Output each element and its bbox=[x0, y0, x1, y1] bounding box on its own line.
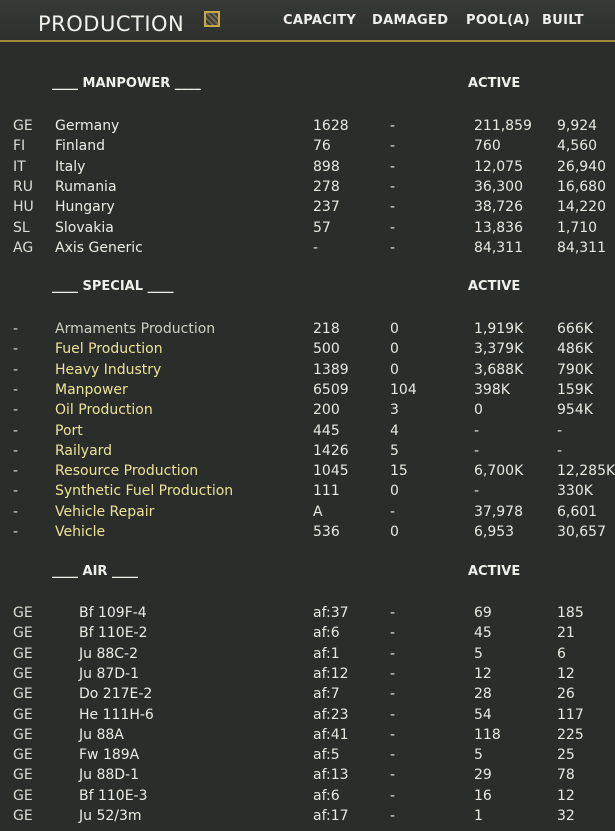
pool-value: 6,700K bbox=[474, 463, 524, 480]
capacity-value: 76 bbox=[313, 138, 331, 155]
pool-value: 760 bbox=[474, 138, 501, 155]
item-name: Heavy Industry bbox=[55, 361, 162, 378]
country-code: - bbox=[13, 463, 19, 480]
pool-value: 118 bbox=[474, 726, 501, 743]
item-name: Oil Production bbox=[55, 402, 153, 419]
item-name: Slovakia bbox=[55, 219, 114, 236]
built-value: 225 bbox=[557, 726, 584, 743]
built-value: 26,940 bbox=[557, 158, 606, 175]
section-active-air: ACTIVE bbox=[468, 564, 521, 579]
pool-value: 211,859 bbox=[474, 118, 532, 134]
country-code: HU bbox=[13, 199, 34, 216]
country-code: RU bbox=[13, 178, 33, 195]
country-code: IT bbox=[13, 158, 26, 175]
table-row[interactable] bbox=[0, 157, 615, 177]
item-name: Vehicle Repair bbox=[55, 503, 155, 520]
built-value: 666K bbox=[557, 321, 593, 337]
country-code: GE bbox=[13, 808, 33, 824]
built-value: 16,680 bbox=[557, 178, 606, 195]
capacity-value: 445 bbox=[313, 422, 340, 439]
country-code: - bbox=[13, 442, 19, 459]
built-value: - bbox=[557, 442, 563, 459]
capacity-value: 898 bbox=[313, 158, 340, 175]
built-value: - bbox=[557, 422, 563, 439]
item-name: Finland bbox=[55, 138, 106, 155]
country-code: - bbox=[13, 422, 19, 439]
country-code: - bbox=[13, 321, 19, 337]
pool-value: 5 bbox=[474, 645, 483, 662]
damaged-value: - bbox=[390, 158, 396, 175]
item-name: Hungary bbox=[55, 199, 115, 216]
capacity-value: af:17 bbox=[313, 808, 349, 824]
country-code: GE bbox=[13, 605, 33, 621]
damaged-value: - bbox=[390, 726, 396, 743]
item-name: Bf 110E-2 bbox=[79, 625, 148, 642]
page-title: PRODUCTION bbox=[38, 12, 185, 36]
country-code: - bbox=[13, 402, 19, 419]
damaged-value: 0 bbox=[390, 361, 399, 378]
country-code: GE bbox=[13, 787, 33, 804]
country-code: - bbox=[13, 361, 19, 378]
damaged-value: 5 bbox=[390, 442, 399, 459]
table-row[interactable] bbox=[0, 218, 615, 238]
table-row[interactable] bbox=[0, 177, 615, 197]
capacity-value: af:7 bbox=[313, 686, 340, 703]
table-row[interactable] bbox=[0, 644, 615, 664]
table-row[interactable] bbox=[0, 786, 615, 806]
item-name: Ju 88A bbox=[79, 726, 124, 743]
table-row[interactable] bbox=[0, 481, 615, 501]
capacity-value: af:13 bbox=[313, 767, 349, 784]
capacity-value: 536 bbox=[313, 524, 340, 540]
damaged-value: 0 bbox=[390, 524, 399, 540]
country-code: - bbox=[13, 524, 19, 540]
item-name: Ju 88C-2 bbox=[79, 645, 139, 662]
section-title-special: ____ SPECIAL ____ bbox=[52, 279, 174, 294]
built-value: 4,560 bbox=[557, 138, 598, 155]
pool-value: 3,379K bbox=[474, 341, 524, 358]
item-name: Railyard bbox=[55, 442, 113, 459]
table-row[interactable] bbox=[0, 603, 615, 623]
pool-value: 28 bbox=[474, 686, 492, 703]
pool-value: 45 bbox=[474, 625, 492, 642]
damaged-value: - bbox=[390, 605, 396, 621]
damaged-value: - bbox=[390, 199, 396, 216]
column-header-capacity[interactable]: CAPACITY bbox=[283, 13, 357, 28]
table-row[interactable] bbox=[0, 400, 615, 420]
capacity-value: 111 bbox=[313, 483, 340, 500]
built-value: 32 bbox=[557, 808, 575, 824]
pool-value: 84,311 bbox=[474, 239, 523, 256]
item-name: Fw 189A bbox=[79, 747, 140, 764]
table-row[interactable] bbox=[0, 441, 615, 461]
capacity-value: af:5 bbox=[313, 747, 340, 764]
built-value: 78 bbox=[557, 767, 575, 784]
item-name: Germany bbox=[55, 118, 120, 134]
built-value: 330K bbox=[557, 483, 593, 500]
pool-value: 0 bbox=[474, 402, 483, 419]
table-row[interactable] bbox=[0, 197, 615, 217]
column-header-pool[interactable]: POOL(A) bbox=[466, 13, 530, 28]
pool-value: 36,300 bbox=[474, 178, 523, 195]
pool-value: 3,688K bbox=[474, 361, 524, 378]
item-name: Axis Generic bbox=[55, 239, 143, 256]
capacity-value: 237 bbox=[313, 199, 340, 216]
table-row[interactable] bbox=[0, 725, 615, 745]
table-row[interactable] bbox=[0, 765, 615, 785]
country-code: GE bbox=[13, 645, 33, 662]
damaged-value: 3 bbox=[390, 402, 399, 419]
built-value: 954K bbox=[557, 402, 593, 419]
item-name: Armaments Production bbox=[55, 321, 216, 337]
pool-value: - bbox=[474, 442, 480, 459]
country-code: - bbox=[13, 503, 19, 520]
production-header bbox=[0, 0, 615, 42]
capacity-value: 57 bbox=[313, 219, 331, 236]
item-name: Fuel Production bbox=[55, 341, 163, 358]
capacity-value: 278 bbox=[313, 178, 340, 195]
damaged-value: - bbox=[390, 808, 396, 824]
capacity-value: af:6 bbox=[313, 625, 340, 642]
country-code: GE bbox=[13, 118, 33, 134]
damaged-value: - bbox=[390, 138, 396, 155]
damaged-value: - bbox=[390, 645, 396, 662]
capacity-value: af:1 bbox=[313, 645, 340, 662]
item-name: Italy bbox=[55, 158, 86, 175]
table-row[interactable] bbox=[0, 339, 615, 359]
damaged-value: - bbox=[390, 787, 396, 804]
pool-value: 12 bbox=[474, 665, 492, 682]
item-name: Synthetic Fuel Production bbox=[55, 483, 234, 500]
capacity-value: 6509 bbox=[313, 381, 349, 398]
country-code: GE bbox=[13, 767, 33, 784]
table-row[interactable] bbox=[0, 421, 615, 441]
country-code: - bbox=[13, 483, 19, 500]
built-value: 12 bbox=[557, 787, 575, 804]
damaged-value: 15 bbox=[390, 463, 408, 480]
built-value: 84,311 bbox=[557, 239, 606, 256]
column-header-damaged[interactable]: DAMAGED bbox=[372, 13, 449, 28]
section-title-air: ____ AIR ____ bbox=[52, 564, 138, 579]
capacity-value: 218 bbox=[313, 321, 340, 337]
pool-value: 1,919K bbox=[474, 321, 524, 337]
pool-value: 12,075 bbox=[474, 158, 523, 175]
pool-value: 5 bbox=[474, 747, 483, 764]
capacity-value: af:12 bbox=[313, 665, 349, 682]
built-value: 486K bbox=[557, 341, 593, 358]
country-code: - bbox=[13, 341, 19, 358]
damaged-value: - bbox=[390, 625, 396, 642]
item-name: Ju 52/3m bbox=[79, 808, 142, 824]
table-row[interactable] bbox=[0, 136, 615, 156]
item-name: Resource Production bbox=[55, 463, 199, 480]
capacity-value: 1389 bbox=[313, 361, 349, 378]
capacity-value: 1628 bbox=[313, 118, 349, 134]
built-value: 14,220 bbox=[557, 199, 606, 216]
built-value: 30,657 bbox=[557, 524, 606, 540]
damaged-value: - bbox=[390, 665, 396, 682]
damaged-value: 0 bbox=[390, 341, 399, 358]
country-code: SL bbox=[13, 219, 30, 236]
item-name: He 111H-6 bbox=[79, 706, 154, 723]
damaged-value: - bbox=[390, 239, 396, 256]
table-row[interactable] bbox=[0, 116, 615, 136]
capacity-value: 1426 bbox=[313, 442, 349, 459]
built-value: 6,601 bbox=[557, 503, 598, 520]
damaged-value: 0 bbox=[390, 483, 399, 500]
pool-value: - bbox=[474, 483, 480, 500]
section-active-special: ACTIVE bbox=[468, 279, 521, 294]
table-row[interactable] bbox=[0, 319, 615, 339]
table-row[interactable] bbox=[0, 705, 615, 725]
capacity-value: A bbox=[313, 503, 323, 520]
pool-value: 29 bbox=[474, 767, 492, 784]
capacity-value: af:37 bbox=[313, 605, 349, 621]
map-toggle-icon[interactable] bbox=[204, 11, 220, 27]
damaged-value: 4 bbox=[390, 422, 399, 439]
damaged-value: - bbox=[390, 219, 396, 236]
item-name: Do 217E-2 bbox=[79, 686, 153, 703]
section-active-manpower: ACTIVE bbox=[468, 76, 521, 91]
built-value: 12 bbox=[557, 665, 575, 682]
built-value: 12,285K bbox=[557, 463, 615, 480]
built-value: 159K bbox=[557, 381, 593, 398]
built-value: 26 bbox=[557, 686, 575, 703]
built-value: 21 bbox=[557, 625, 575, 642]
pool-value: 13,836 bbox=[474, 219, 523, 236]
damaged-value: - bbox=[390, 747, 396, 764]
column-header-built[interactable]: BUILT bbox=[542, 13, 584, 28]
capacity-value: af:6 bbox=[313, 787, 340, 804]
damaged-value: 0 bbox=[390, 321, 399, 337]
pool-value: 69 bbox=[474, 605, 492, 621]
item-name: Manpower bbox=[55, 381, 128, 398]
capacity-value: - bbox=[313, 239, 319, 256]
table-row[interactable] bbox=[0, 461, 615, 481]
damaged-value: - bbox=[390, 686, 396, 703]
table-row[interactable] bbox=[0, 380, 615, 400]
built-value: 1,710 bbox=[557, 219, 598, 236]
capacity-value: af:41 bbox=[313, 726, 349, 743]
table-row[interactable] bbox=[0, 806, 615, 826]
country-code: GE bbox=[13, 706, 33, 723]
pool-value: 37,978 bbox=[474, 503, 523, 520]
table-row[interactable] bbox=[0, 745, 615, 765]
table-row[interactable] bbox=[0, 238, 615, 258]
country-code: - bbox=[13, 381, 19, 398]
pool-value: 1 bbox=[474, 808, 483, 824]
damaged-value: - bbox=[390, 503, 396, 520]
built-value: 6 bbox=[557, 645, 566, 662]
pool-value: 6,953 bbox=[474, 524, 515, 540]
built-value: 790K bbox=[557, 361, 593, 378]
country-code: GE bbox=[13, 747, 33, 764]
capacity-value: 1045 bbox=[313, 463, 349, 480]
table-row[interactable] bbox=[0, 360, 615, 380]
item-name: Ju 88D-1 bbox=[79, 767, 140, 784]
country-code: GE bbox=[13, 726, 33, 743]
pool-value: 38,726 bbox=[474, 199, 523, 216]
built-value: 25 bbox=[557, 747, 575, 764]
country-code: GE bbox=[13, 665, 33, 682]
table-row[interactable] bbox=[0, 623, 615, 643]
built-value: 9,924 bbox=[557, 118, 598, 134]
country-code: GE bbox=[13, 686, 33, 703]
damaged-value: - bbox=[390, 118, 396, 134]
capacity-value: 500 bbox=[313, 341, 340, 358]
damaged-value: - bbox=[390, 706, 396, 723]
country-code: FI bbox=[13, 138, 26, 155]
damaged-value: 104 bbox=[390, 381, 417, 398]
country-code: GE bbox=[13, 625, 33, 642]
table-row[interactable] bbox=[0, 522, 615, 542]
capacity-value: af:23 bbox=[313, 706, 349, 723]
damaged-value: - bbox=[390, 767, 396, 784]
item-name: Bf 109F-4 bbox=[79, 605, 147, 621]
section-title-manpower: ____ MANPOWER ____ bbox=[52, 76, 201, 91]
country-code: AG bbox=[13, 239, 34, 256]
table-row[interactable] bbox=[0, 664, 615, 684]
table-row[interactable] bbox=[0, 502, 615, 522]
item-name: Ju 87D-1 bbox=[79, 665, 140, 682]
built-value: 117 bbox=[557, 706, 584, 723]
table-row[interactable] bbox=[0, 684, 615, 704]
item-name: Vehicle bbox=[55, 524, 106, 540]
capacity-value: 200 bbox=[313, 402, 340, 419]
item-name: Port bbox=[55, 422, 83, 439]
pool-value: 398K bbox=[474, 381, 510, 398]
built-value: 185 bbox=[557, 605, 584, 621]
item-name: Bf 110E-3 bbox=[79, 787, 148, 804]
pool-value: - bbox=[474, 422, 480, 439]
item-name: Rumania bbox=[55, 178, 117, 195]
damaged-value: - bbox=[390, 178, 396, 195]
pool-value: 16 bbox=[474, 787, 492, 804]
pool-value: 54 bbox=[474, 706, 492, 723]
